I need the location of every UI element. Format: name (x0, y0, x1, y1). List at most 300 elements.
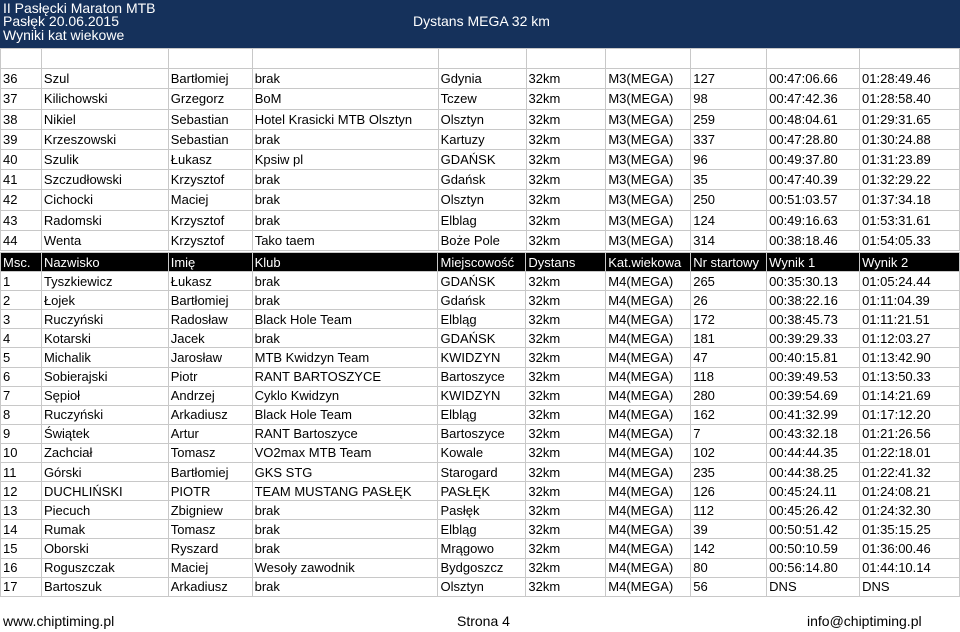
cell-wynik-1: 00:50:51.42 (767, 520, 860, 539)
cell-wynik-2: 01:32:29.22 (860, 170, 960, 190)
cell-klub: brak (252, 129, 438, 149)
cell-wynik-2: 01:31:23.89 (860, 149, 960, 169)
cell-nr-startowy: 7 (691, 424, 767, 443)
cell-wynik-1: 00:39:29.33 (767, 329, 860, 348)
cell-kat-wiekowa: M4(MEGA) (606, 405, 691, 424)
cell-imie: Andrzej (168, 386, 252, 405)
cell-miejscowosc: Mrągowo (438, 539, 526, 558)
cell-wynik-1: 00:43:32.18 (767, 424, 860, 443)
cell-nr-startowy: 98 (691, 89, 767, 109)
cell-miejscowosc: Starogard (438, 463, 526, 482)
cell-msc: 8 (1, 405, 42, 424)
cell-msc: 17 (1, 577, 42, 596)
cell-wynik-2: 01:22:41.32 (860, 463, 960, 482)
cell-wynik-1: 00:45:26.42 (767, 501, 860, 520)
cell-nazwisko: Krzeszowski (41, 129, 168, 149)
cell-nazwisko: Sępioł (41, 386, 168, 405)
cell-wynik-1: 00:45:24.11 (767, 482, 860, 501)
cell-nr-startowy: Nr startowy (691, 253, 767, 272)
cell-nr-startowy: 112 (691, 501, 767, 520)
cell-imie: Bartłomiej (168, 69, 252, 89)
cell-msc: 41 (1, 170, 42, 190)
cell-wynik-2: Wynik 2 (860, 253, 960, 272)
cell-dystans: 32km (526, 329, 606, 348)
cell-wynik-2: 01:30:24.88 (860, 129, 960, 149)
cell-imie: Arkadiusz (168, 405, 252, 424)
cell-dystans: 32km (526, 109, 606, 129)
cell-dystans: 32km (526, 310, 606, 329)
cell-msc: 39 (1, 129, 42, 149)
cell-wynik-1: 00:49:16.63 (767, 210, 860, 230)
cell-nr-startowy: 118 (691, 367, 767, 386)
cell-nr-startowy (691, 49, 767, 69)
cell-wynik-2: 01:12:03.27 (860, 329, 960, 348)
table-row (1, 230, 960, 250)
cell-nr-startowy: 172 (691, 310, 767, 329)
cell-imie: Jarosław (168, 348, 252, 367)
cell-nazwisko: Zachciał (41, 443, 168, 462)
cell-imie: PIOTR (168, 482, 252, 501)
cell-miejscowosc (438, 49, 526, 69)
table-row (1, 89, 960, 109)
cell-kat-wiekowa: M3(MEGA) (606, 149, 691, 169)
cell-wynik-1: 00:44:44.35 (767, 443, 860, 462)
cell-wynik-2: 01:44:10.14 (860, 558, 960, 577)
cell-kat-wiekowa: M3(MEGA) (606, 170, 691, 190)
cell-klub: Hotel Krasicki MTB Olsztyn (252, 109, 438, 129)
cell-msc: 15 (1, 539, 42, 558)
cell-dystans: 32km (526, 539, 606, 558)
cell-miejscowosc: GDAŃSK (438, 149, 526, 169)
cell-klub: brak (252, 69, 438, 89)
results-table-m4 (0, 252, 960, 597)
table-row (1, 463, 960, 482)
cell-klub (252, 49, 438, 69)
cell-kat-wiekowa: M4(MEGA) (606, 443, 691, 462)
cell-msc: 10 (1, 443, 42, 462)
table-row (1, 367, 960, 386)
cell-wynik-2 (860, 49, 960, 69)
cell-msc: 40 (1, 149, 42, 169)
cell-msc: Msc. (1, 253, 42, 272)
cell-wynik-2: 01:24:32.30 (860, 501, 960, 520)
cell-dystans: 32km (526, 577, 606, 596)
cell-msc: 37 (1, 89, 42, 109)
cell-wynik-2: 01:11:04.39 (860, 291, 960, 310)
cell-dystans: 32km (526, 558, 606, 577)
cell-miejscowosc: Elbląg (438, 310, 526, 329)
cell-miejscowosc: Olsztyn (438, 190, 526, 210)
cell-dystans: 32km (526, 367, 606, 386)
cell-miejscowosc: Kartuzy (438, 129, 526, 149)
cell-nazwisko: Szulik (41, 149, 168, 169)
cell-nr-startowy: 181 (691, 329, 767, 348)
cell-miejscowosc: Elbląg (438, 405, 526, 424)
page-header (0, 0, 960, 48)
cell-msc: 44 (1, 230, 42, 250)
cell-nr-startowy: 126 (691, 482, 767, 501)
cell-nazwisko: Radomski (41, 210, 168, 230)
table-row (1, 405, 960, 424)
table-row (1, 129, 960, 149)
cell-miejscowosc: Kowale (438, 443, 526, 462)
cell-imie (168, 49, 252, 69)
table-row (1, 49, 960, 69)
cell-wynik-1: DNS (767, 577, 860, 596)
cell-kat-wiekowa: M4(MEGA) (606, 520, 691, 539)
cell-wynik-2: 01:54:05.33 (860, 230, 960, 250)
page-number: Strona 4 (457, 613, 510, 629)
cell-nazwisko: Tyszkiewicz (41, 272, 168, 291)
cell-wynik-2: DNS (860, 577, 960, 596)
cell-msc: 2 (1, 291, 42, 310)
cell-nazwisko: Oborski (41, 539, 168, 558)
cell-klub: VO2max MTB Team (252, 443, 438, 462)
cell-wynik-2: 01:28:49.46 (860, 69, 960, 89)
cell-nr-startowy: 96 (691, 149, 767, 169)
table-row (1, 190, 960, 210)
cell-msc: 4 (1, 329, 42, 348)
cell-miejscowosc: Elbląg (438, 520, 526, 539)
cell-kat-wiekowa: M3(MEGA) (606, 230, 691, 250)
cell-wynik-1: 00:50:10.59 (767, 539, 860, 558)
cell-miejscowosc: Elblag (438, 210, 526, 230)
cell-kat-wiekowa: M4(MEGA) (606, 367, 691, 386)
cell-klub: brak (252, 501, 438, 520)
cell-dystans: Dystans (526, 253, 606, 272)
cell-kat-wiekowa: M3(MEGA) (606, 129, 691, 149)
cell-miejscowosc: PASŁĘK (438, 482, 526, 501)
cell-dystans: 32km (526, 230, 606, 250)
cell-wynik-2: 01:05:24.44 (860, 272, 960, 291)
cell-nazwisko: Michalik (41, 348, 168, 367)
cell-imie: Łukasz (168, 149, 252, 169)
cell-miejscowosc: Gdynia (438, 69, 526, 89)
table-row (1, 501, 960, 520)
cell-kat-wiekowa: M4(MEGA) (606, 310, 691, 329)
cell-nr-startowy: 127 (691, 69, 767, 89)
cell-klub: Cyklo Kwidzyn (252, 386, 438, 405)
cell-wynik-1: 00:51:03.57 (767, 190, 860, 210)
cell-wynik-2: 01:17:12.20 (860, 405, 960, 424)
table-header-row (1, 253, 960, 272)
cell-nr-startowy: 26 (691, 291, 767, 310)
table-row (1, 424, 960, 443)
cell-nazwisko: Sobierajski (41, 367, 168, 386)
event-date: Pasłęk 20.06.2015 (3, 13, 119, 29)
cell-kat-wiekowa: M3(MEGA) (606, 69, 691, 89)
cell-imie: Maciej (168, 558, 252, 577)
cell-dystans: 32km (526, 149, 606, 169)
cell-miejscowosc: Olsztyn (438, 109, 526, 129)
cell-nazwisko: Ruczyński (41, 310, 168, 329)
cell-kat-wiekowa: M4(MEGA) (606, 577, 691, 596)
cell-kat-wiekowa: M4(MEGA) (606, 386, 691, 405)
cell-wynik-2: 01:24:08.21 (860, 482, 960, 501)
cell-wynik-2: 01:11:21.51 (860, 310, 960, 329)
cell-miejscowosc: Boże Pole (438, 230, 526, 250)
cell-kat-wiekowa: M3(MEGA) (606, 210, 691, 230)
cell-klub: Black Hole Team (252, 405, 438, 424)
cell-nr-startowy: 142 (691, 539, 767, 558)
table-row (1, 291, 960, 310)
cell-wynik-2: 01:53:31.61 (860, 210, 960, 230)
cell-nazwisko: Cichocki (41, 190, 168, 210)
cell-klub: Kpsiw pl (252, 149, 438, 169)
footer-website[interactable]: www.chiptiming.pl (3, 613, 115, 629)
cell-nr-startowy: 314 (691, 230, 767, 250)
table-row (1, 69, 960, 89)
cell-kat-wiekowa: M4(MEGA) (606, 539, 691, 558)
cell-kat-wiekowa: M4(MEGA) (606, 482, 691, 501)
cell-wynik-2: 01:22:18.01 (860, 443, 960, 462)
cell-kat-wiekowa: M4(MEGA) (606, 329, 691, 348)
cell-klub: RANT BARTOSZYCE (252, 367, 438, 386)
cell-nr-startowy: 162 (691, 405, 767, 424)
cell-wynik-1 (767, 49, 860, 69)
cell-miejscowosc: Tczew (438, 89, 526, 109)
cell-msc: 6 (1, 367, 42, 386)
table-row (1, 577, 960, 596)
cell-imie: Tomasz (168, 443, 252, 462)
cell-wynik-1: 00:47:40.39 (767, 170, 860, 190)
cell-nr-startowy: 47 (691, 348, 767, 367)
cell-wynik-1: 00:49:37.80 (767, 149, 860, 169)
cell-kat-wiekowa: M4(MEGA) (606, 424, 691, 443)
cell-klub: brak (252, 210, 438, 230)
cell-wynik-2: 01:29:31.65 (860, 109, 960, 129)
cell-kat-wiekowa: M4(MEGA) (606, 348, 691, 367)
cell-nr-startowy: 35 (691, 170, 767, 190)
cell-klub: brak (252, 272, 438, 291)
cell-nazwisko: Roguszczak (41, 558, 168, 577)
cell-nr-startowy: 56 (691, 577, 767, 596)
cell-klub: BoM (252, 89, 438, 109)
cell-imie: Tomasz (168, 520, 252, 539)
cell-wynik-1: 00:35:30.13 (767, 272, 860, 291)
cell-klub: TEAM MUSTANG PASŁĘK (252, 482, 438, 501)
cell-wynik-2: 01:14:21.69 (860, 386, 960, 405)
cell-msc: 1 (1, 272, 42, 291)
cell-nazwisko: Górski (41, 463, 168, 482)
cell-dystans: 32km (526, 272, 606, 291)
table-row (1, 443, 960, 462)
cell-klub: Black Hole Team (252, 310, 438, 329)
cell-miejscowosc: Gdańsk (438, 291, 526, 310)
table-row (1, 170, 960, 190)
cell-wynik-1: 00:38:22.16 (767, 291, 860, 310)
cell-nazwisko: Świątek (41, 424, 168, 443)
cell-imie: Imię (168, 253, 252, 272)
table-row (1, 520, 960, 539)
cell-kat-wiekowa: M4(MEGA) (606, 463, 691, 482)
cell-miejscowosc: Bydgoszcz (438, 558, 526, 577)
cell-nazwisko: Kilichowski (41, 89, 168, 109)
category-title: Dystans MEGA 32 km (413, 13, 550, 29)
cell-kat-wiekowa: M3(MEGA) (606, 89, 691, 109)
cell-imie: Krzysztof (168, 170, 252, 190)
cell-wynik-1: 00:38:45.73 (767, 310, 860, 329)
cell-msc: 16 (1, 558, 42, 577)
cell-wynik-1: 00:39:54.69 (767, 386, 860, 405)
cell-kat-wiekowa: M3(MEGA) (606, 190, 691, 210)
cell-wynik-1: 00:47:42.36 (767, 89, 860, 109)
cell-wynik-1: 00:38:18.46 (767, 230, 860, 250)
cell-dystans: 32km (526, 291, 606, 310)
cell-imie: Zbigniew (168, 501, 252, 520)
cell-nr-startowy: 265 (691, 272, 767, 291)
cell-nazwisko: Wenta (41, 230, 168, 250)
cell-klub: Tako taem (252, 230, 438, 250)
cell-imie: Jacek (168, 329, 252, 348)
cell-wynik-1: 00:48:04.61 (767, 109, 860, 129)
cell-dystans: 32km (526, 170, 606, 190)
cell-imie: Radosław (168, 310, 252, 329)
table-row (1, 149, 960, 169)
cell-nazwisko: Bartoszuk (41, 577, 168, 596)
cell-dystans: 32km (526, 386, 606, 405)
cell-klub: brak (252, 291, 438, 310)
cell-kat-wiekowa: M3(MEGA) (606, 109, 691, 129)
cell-imie: Krzysztof (168, 230, 252, 250)
cell-kat-wiekowa: M4(MEGA) (606, 501, 691, 520)
cell-kat-wiekowa: Kat.wiekowa (606, 253, 691, 272)
cell-imie: Łukasz (168, 272, 252, 291)
cell-klub: brak (252, 577, 438, 596)
cell-wynik-1: 00:41:32.99 (767, 405, 860, 424)
cell-nr-startowy: 102 (691, 443, 767, 462)
cell-imie: Bartłomiej (168, 463, 252, 482)
cell-klub: brak (252, 520, 438, 539)
cell-nazwisko: Łojek (41, 291, 168, 310)
cell-klub: GKS STG (252, 463, 438, 482)
table-row (1, 348, 960, 367)
cell-wynik-2: 01:36:00.46 (860, 539, 960, 558)
table-row (1, 558, 960, 577)
cell-wynik-1: 00:44:38.25 (767, 463, 860, 482)
cell-klub: Klub (252, 253, 438, 272)
cell-imie: Artur (168, 424, 252, 443)
cell-msc: 9 (1, 424, 42, 443)
results-subtitle: Wyniki kat wiekowe (3, 27, 125, 43)
table-row (1, 272, 960, 291)
cell-wynik-2: 01:37:34.18 (860, 190, 960, 210)
cell-imie: Maciej (168, 190, 252, 210)
cell-dystans: 32km (526, 501, 606, 520)
cell-msc: 12 (1, 482, 42, 501)
cell-dystans: 32km (526, 129, 606, 149)
cell-msc: 14 (1, 520, 42, 539)
cell-imie: Sebastian (168, 129, 252, 149)
cell-miejscowosc: KWIDZYN (438, 386, 526, 405)
cell-dystans: 32km (526, 348, 606, 367)
cell-miejscowosc: Gdańsk (438, 170, 526, 190)
cell-klub: brak (252, 190, 438, 210)
cell-miejscowosc: GDAŃSK (438, 272, 526, 291)
cell-dystans: 32km (526, 405, 606, 424)
cell-nazwisko (41, 49, 168, 69)
cell-nr-startowy: 124 (691, 210, 767, 230)
footer-email[interactable]: info@chiptiming.pl (807, 613, 922, 629)
cell-imie: Piotr (168, 367, 252, 386)
cell-dystans: 32km (526, 443, 606, 462)
table-row (1, 482, 960, 501)
cell-klub: brak (252, 539, 438, 558)
cell-nr-startowy: 235 (691, 463, 767, 482)
cell-nr-startowy: 337 (691, 129, 767, 149)
cell-wynik-2: 01:28:58.40 (860, 89, 960, 109)
cell-kat-wiekowa: M4(MEGA) (606, 291, 691, 310)
cell-msc: 7 (1, 386, 42, 405)
results-table-m3 (0, 48, 960, 251)
cell-imie: Ryszard (168, 539, 252, 558)
cell-nazwisko: Piecuch (41, 501, 168, 520)
cell-klub: brak (252, 329, 438, 348)
cell-nr-startowy: 250 (691, 190, 767, 210)
table-row (1, 386, 960, 405)
cell-nazwisko: Szul (41, 69, 168, 89)
cell-nazwisko: Szczudłowski (41, 170, 168, 190)
table-row (1, 539, 960, 558)
cell-nr-startowy: 280 (691, 386, 767, 405)
cell-nr-startowy: 39 (691, 520, 767, 539)
cell-miejscowosc: Bartoszyce (438, 367, 526, 386)
cell-msc: 13 (1, 501, 42, 520)
table-row (1, 109, 960, 129)
cell-imie: Bartłomiej (168, 291, 252, 310)
cell-msc: 38 (1, 109, 42, 129)
cell-nazwisko: Kotarski (41, 329, 168, 348)
cell-msc: 43 (1, 210, 42, 230)
cell-miejscowosc: GDAŃSK (438, 329, 526, 348)
cell-wynik-1: 00:40:15.81 (767, 348, 860, 367)
cell-klub: MTB Kwidzyn Team (252, 348, 438, 367)
cell-imie: Arkadiusz (168, 577, 252, 596)
cell-miejscowosc: Olsztyn (438, 577, 526, 596)
cell-wynik-2: 01:13:42.90 (860, 348, 960, 367)
table-row (1, 210, 960, 230)
cell-nazwisko: Nikiel (41, 109, 168, 129)
cell-klub: brak (252, 170, 438, 190)
cell-msc: 36 (1, 69, 42, 89)
cell-miejscowosc: Pasłęk (438, 501, 526, 520)
cell-msc: 3 (1, 310, 42, 329)
cell-dystans: 32km (526, 69, 606, 89)
cell-kat-wiekowa (606, 49, 691, 69)
table-row (1, 329, 960, 348)
cell-miejscowosc: Miejscowość (438, 253, 526, 272)
cell-wynik-2: 01:35:15.25 (860, 520, 960, 539)
cell-wynik-2: 01:21:26.56 (860, 424, 960, 443)
cell-imie: Krzysztof (168, 210, 252, 230)
cell-kat-wiekowa: M4(MEGA) (606, 558, 691, 577)
cell-dystans (526, 49, 606, 69)
cell-miejscowosc: KWIDZYN (438, 348, 526, 367)
cell-kat-wiekowa: M4(MEGA) (606, 272, 691, 291)
cell-klub: RANT Bartoszyce (252, 424, 438, 443)
cell-wynik-1: 00:47:06.66 (767, 69, 860, 89)
cell-dystans: 32km (526, 520, 606, 539)
cell-dystans: 32km (526, 190, 606, 210)
cell-nazwisko: Nazwisko (41, 253, 168, 272)
cell-imie: Grzegorz (168, 89, 252, 109)
cell-wynik-1: 00:47:28.80 (767, 129, 860, 149)
cell-klub: Wesoły zawodnik (252, 558, 438, 577)
cell-miejscowosc: Bartoszyce (438, 424, 526, 443)
cell-dystans: 32km (526, 89, 606, 109)
cell-msc: 5 (1, 348, 42, 367)
cell-dystans: 32km (526, 482, 606, 501)
